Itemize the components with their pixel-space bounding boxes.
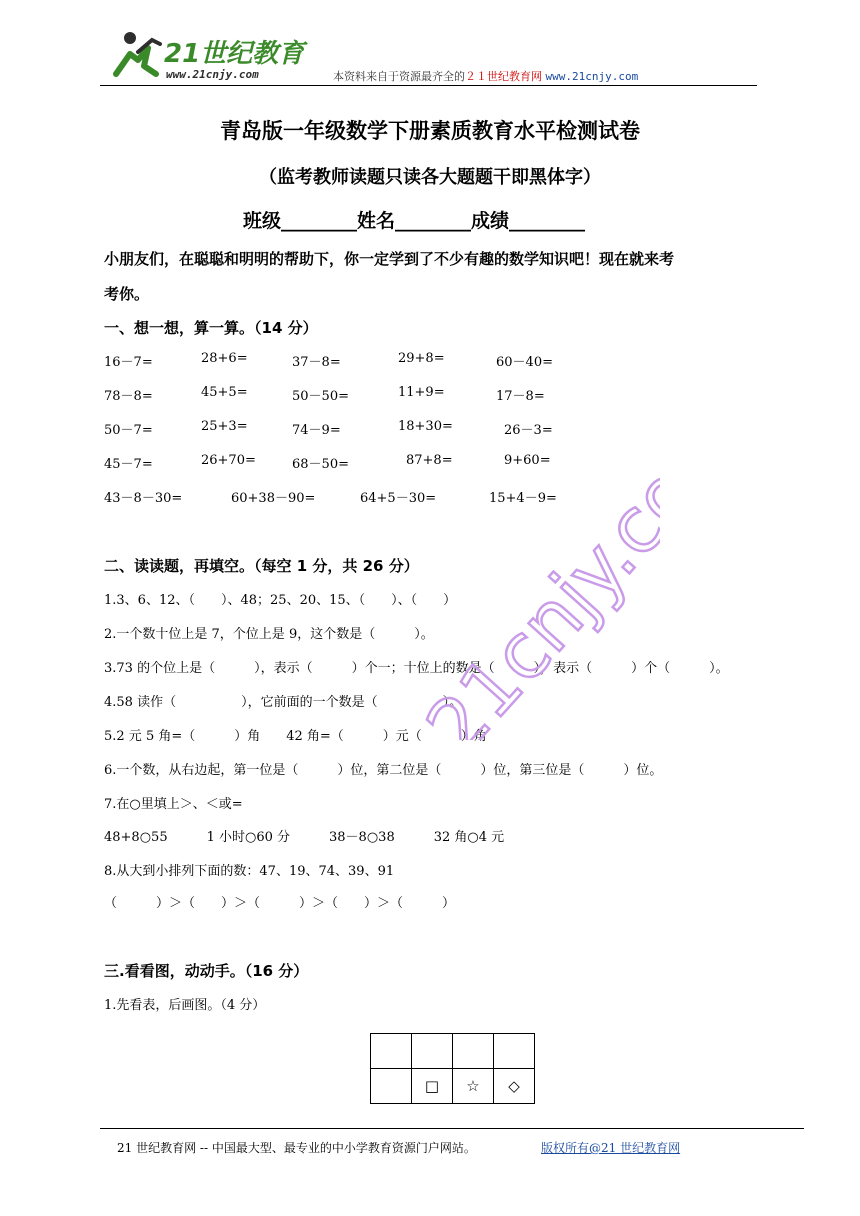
watermark: [300, 380, 660, 740]
calc-item: 17－8=: [496, 389, 545, 404]
calc-item: 18+30=: [398, 419, 453, 434]
calc-item: 43－8－30=: [104, 491, 183, 506]
table-row: [371, 1069, 535, 1104]
star-symbol: ☆: [453, 1069, 494, 1104]
calc-item: 50－7=: [104, 423, 153, 438]
calc-item: 64+5－30=: [360, 491, 437, 506]
calc-item: 68－50=: [292, 457, 349, 472]
table-row: [371, 1034, 535, 1069]
intro-line-1: 小朋友们，在聪聪和明明的帮助下，你一定学到了不少有趣的数学知识吧！现在就来考: [104, 250, 675, 268]
page-title: 青岛版一年级数学下册素质教育水平检测试卷: [220, 119, 640, 143]
fill-item-6: 6.一个数，从右边起，第一位是（ ）位，第二位是（ ）位，第三位是（ ）位。: [104, 763, 663, 778]
section2-heading: 二、读读题，再填空。（每空 1 分，共 26 分）: [104, 557, 419, 575]
calc-item: 74－9=: [292, 423, 341, 438]
header-divider: [100, 85, 757, 86]
logo-text: 21世纪教育: [164, 39, 305, 69]
runner-icon: [116, 32, 160, 74]
table-cell: [412, 1034, 453, 1069]
calc-item: 28+6=: [201, 351, 248, 366]
header-note-prefix: 本资料来自于资源最齐全的: [333, 70, 465, 83]
section1-heading: 一、想一想，算一算。（14 分）: [104, 319, 318, 337]
footer-divider: [100, 1128, 804, 1129]
calc-item: 15+4－9=: [489, 491, 557, 506]
shape-table: [370, 1033, 535, 1104]
diamond-symbol: ◇: [494, 1069, 535, 1104]
footer-text: 21 世纪教育网 -- 中国最大型、最专业的中小学教育资源门户网站。: [117, 1141, 476, 1155]
calc-item: 50－50=: [292, 389, 349, 404]
student-info-line: 班级________姓名________成绩________: [243, 210, 586, 232]
fill-item-8: 8.从大到小排列下面的数：47、19、74、39、91: [104, 864, 395, 879]
calc-item: 60－40=: [496, 355, 553, 370]
section3-heading: 三.看看图，动动手。（16 分）: [104, 962, 309, 980]
page-subtitle: （监考教师读题只读各大题题干即黑体字）: [259, 167, 601, 188]
calc-item: 45－7=: [104, 457, 153, 472]
calc-item: 16－7=: [104, 355, 153, 370]
header-note: [333, 68, 638, 84]
calc-item: 60+38－90=: [231, 491, 316, 506]
calc-item: 78－8=: [104, 389, 153, 404]
table-cell: [494, 1034, 535, 1069]
calc-item: 29+8=: [398, 351, 445, 366]
header-note-brand[interactable]: ２１世纪教育网: [465, 70, 542, 83]
square-symbol: □: [412, 1069, 453, 1104]
calc-item: 26－3=: [504, 423, 553, 438]
table-cell: [453, 1034, 494, 1069]
fill-item-5: 5.2 元 5 角=（ ）角 42 角=（ ）元（ ）角: [104, 729, 487, 744]
section3-item1: 1.先看表，后画图。（4 分）: [104, 998, 266, 1013]
calc-item: 11+9=: [398, 385, 445, 400]
watermark-text: 21cnjy.com: [409, 393, 660, 740]
calc-item: 45+5=: [201, 385, 248, 400]
fill-item-2: 2.一个数十位上是 7，个位上是 9，这个数是（ ）。: [104, 627, 434, 642]
table-cell: [371, 1034, 412, 1069]
fill-item-4: 4.58 读作（ ），它前面的一个数是（ ）。: [104, 695, 463, 710]
table-cell: [371, 1069, 412, 1104]
calc-item: 25+3=: [201, 419, 248, 434]
calc-item: 9+60=: [504, 453, 551, 468]
footer-copyright-link[interactable]: 版权所有@21 世纪教育网: [541, 1141, 681, 1155]
fill-item-3: 3.73 的个位上是（ ），表示（ ）个一；十位上的数是（ ），表示（ ）个（ ）。: [104, 661, 729, 676]
compare-row: 48+8○55 1 小时○60 分 38－8○38 32 角○4 元: [104, 830, 505, 845]
header-note-url[interactable]: www.21cnjy.com: [545, 70, 639, 83]
logo-url: www.21cnjy.com: [166, 68, 259, 81]
site-logo: [108, 28, 308, 84]
calc-item: 26+70=: [201, 453, 256, 468]
intro-line-2: 考你。: [104, 285, 150, 303]
order-blanks: （ ）＞（ ）＞（ ）＞（ ）＞（ ）: [104, 896, 456, 911]
fill-item-7: 7.在○里填上＞、＜或=: [104, 797, 243, 812]
calc-item: 87+8=: [406, 453, 453, 468]
fill-item-1: 1.3、6、12、（ ）、48；25、20、15、（ ）、（ ）: [104, 593, 457, 608]
calc-item: 37－8=: [292, 355, 341, 370]
